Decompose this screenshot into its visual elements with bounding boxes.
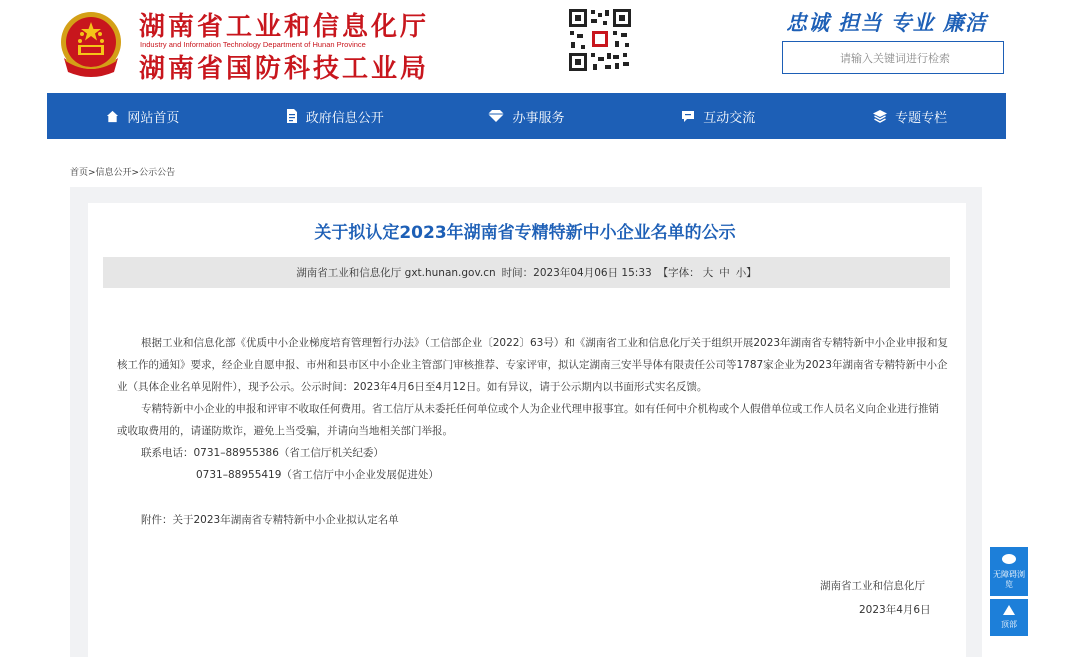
paragraph-2: 专精特新中小企业的申报和评审不收取任何费用。省工信厅从未委托任何单位或个人为企业代理申报事宜。如有任何中介机构或个人假借单位或工作人员名义向企业进行推销或收取费用的，请谨防欺诈，避免上当受骗，并请向当地相关部门举报。 <box>117 403 939 437</box>
breadcrumb[interactable]: 首页>信息公开>公示公告 <box>70 168 176 178</box>
article-source: 湖南省工业和信息化厅 gxt.hunan.gov.cn <box>296 267 496 279</box>
paragraph-1: 根据工业和信息化部《优质中小企业梯度培育管理暂行办法》（工信部企业〔2022〕63号）和《湖南省工业和信息化厅关于组织开展2023年湖南省专精特新中小企业申报和复核工作的通知》要求，经企业自愿申报、市州和县市区中小企业主管部门审核推荐、专家评审，拟认定湖南三安半导体有限责任公司等1787家企业为2023年湖南省专精特新中小企业（具体企业名单见附件），现予公示。公示时间：2023年4月6日至4月12日。如有异议，请于公示期内以书面形式实名反馈。 <box>117 337 949 393</box>
article-body <box>117 332 949 486</box>
nav-item-topics[interactable] <box>814 93 1006 139</box>
nav-label: 办事服务 <box>512 110 565 126</box>
dept-name-secondary: 湖南省国防科技工业局 <box>139 54 430 84</box>
font-size-label: 【字体： <box>657 267 700 279</box>
nav-label: 互动交流 <box>703 110 756 126</box>
chat-icon <box>681 110 695 123</box>
attachment-link[interactable]: 附件：关于2023年湖南省专精特新中小企业拟认定名单 <box>141 514 399 526</box>
nav-item-gov-info[interactable] <box>239 93 431 139</box>
national-emblem-icon <box>58 10 124 78</box>
eye-icon <box>1001 553 1017 565</box>
diamond-icon <box>488 110 504 122</box>
document-icon <box>286 109 298 123</box>
site-header <box>0 0 1080 93</box>
search-input[interactable] <box>783 42 1007 75</box>
article-time: 时间：2023年04月06日 15:33 <box>501 267 652 279</box>
back-to-top-label: 顶部 <box>1001 620 1017 629</box>
dept-name-primary: 湖南省工业和信息化厅 <box>139 12 430 42</box>
signature-date: 2023年4月6日 <box>859 604 931 616</box>
home-icon <box>106 110 119 123</box>
arrow-up-icon <box>1003 605 1015 615</box>
font-size-medium[interactable]: 中 <box>719 267 730 279</box>
slogan: 忠诚 担当 专业 廉洁 <box>786 11 987 35</box>
contact-phone-2: 0731–88955419（省工信厅中小企业发展促进处） <box>196 469 439 481</box>
contact-phone-1: 联系电话：0731–88955386（省工信厅机关纪委） <box>141 447 384 459</box>
search-box[interactable] <box>782 41 1004 74</box>
layers-icon <box>873 110 887 123</box>
article-title: 关于拟认定2023年湖南省专精特新中小企业名单的公示 <box>314 223 736 243</box>
nav-item-home[interactable] <box>47 93 239 139</box>
nav-item-interaction[interactable] <box>622 93 814 139</box>
font-size-small[interactable]: 小】 <box>735 267 757 279</box>
signature-org: 湖南省工业和信息化厅 <box>820 580 925 592</box>
nav-item-services[interactable] <box>431 93 623 139</box>
nav-label: 专题专栏 <box>895 110 948 126</box>
back-to-top-button[interactable] <box>990 599 1028 636</box>
accessibility-label: 无障碍浏览 <box>993 570 1025 589</box>
nav-label: 政府信息公开 <box>305 110 384 126</box>
main-nav <box>47 93 1006 139</box>
article-meta-bar <box>103 257 950 288</box>
accessibility-button[interactable] <box>990 547 1028 596</box>
qr-code-icon <box>567 7 633 73</box>
font-size-large[interactable]: 大 <box>702 267 714 279</box>
nav-label: 网站首页 <box>127 110 180 126</box>
dept-name-english: Industry and Information Technology Department of Hunan Province <box>140 40 366 49</box>
